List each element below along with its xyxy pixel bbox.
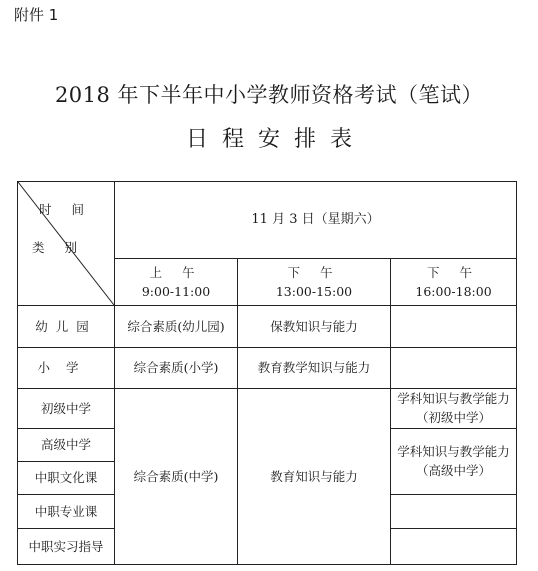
- corner-time-label: 时 间: [39, 202, 92, 217]
- row-label-kindergarten: 幼儿园: [18, 306, 115, 348]
- session-header-3: [391, 259, 517, 306]
- schedule-table: [17, 181, 517, 565]
- cell-secondary-pm: 教育知识与能力: [238, 389, 391, 565]
- session-header-2: [238, 259, 391, 306]
- session-2-label: 下 午: [287, 264, 341, 280]
- row-label-senior: 高级中学: [18, 428, 115, 461]
- session-1-label: 上 午: [149, 264, 203, 280]
- cell-primary-late: [391, 348, 517, 389]
- row-label-primary: 小学: [18, 348, 115, 389]
- cell-secondary-am: 综合素质(中学): [115, 389, 238, 565]
- document-subtitle: 日程安排表: [185, 127, 366, 152]
- junior-subject-line1: 学科知识与教学能力: [397, 391, 510, 406]
- cell-senior-subject: [391, 428, 517, 494]
- session-3-label: 下 午: [427, 264, 480, 280]
- session-2-time: 13:00-15:00: [275, 284, 353, 299]
- cell-primary-pm: 教育教学知识与能力: [238, 348, 391, 389]
- cell-vocational-practice-late: [391, 528, 517, 564]
- senior-subject-line2: （高级中学）: [416, 463, 492, 479]
- attachment-label: 附件 1: [14, 6, 59, 24]
- junior-subject-line2: （初级中学）: [416, 410, 492, 426]
- document-title: 2018 年下半年中小学教师资格考试（笔试）: [54, 83, 484, 107]
- row-label-vocational-practice: 中职实习指导: [18, 528, 115, 564]
- senior-subject-line1: 学科知识与教学能力: [397, 443, 510, 459]
- row-label-vocational-culture: 中职文化课: [18, 461, 115, 494]
- cell-vocational-major-late: [391, 494, 517, 528]
- corner-category-label: 类 别: [32, 240, 85, 255]
- corner-header: [18, 182, 115, 306]
- cell-primary-am: 综合素质(小学): [115, 348, 238, 389]
- cell-junior-subject: [391, 389, 517, 429]
- row-label-junior: 初级中学: [18, 389, 115, 429]
- cell-kindergarten-late: [391, 306, 517, 348]
- row-label-vocational-major: 中职专业课: [18, 494, 115, 528]
- exam-date-header: 11 月 3 日（星期六）: [115, 182, 517, 259]
- session-3-time: 16:00-18:00: [415, 284, 492, 299]
- session-1-time: 9:00-11:00: [141, 284, 211, 299]
- cell-kindergarten-pm: 保教知识与能力: [238, 306, 391, 348]
- session-header-1: [115, 259, 238, 306]
- cell-kindergarten-am: 综合素质(幼儿园): [115, 306, 238, 348]
